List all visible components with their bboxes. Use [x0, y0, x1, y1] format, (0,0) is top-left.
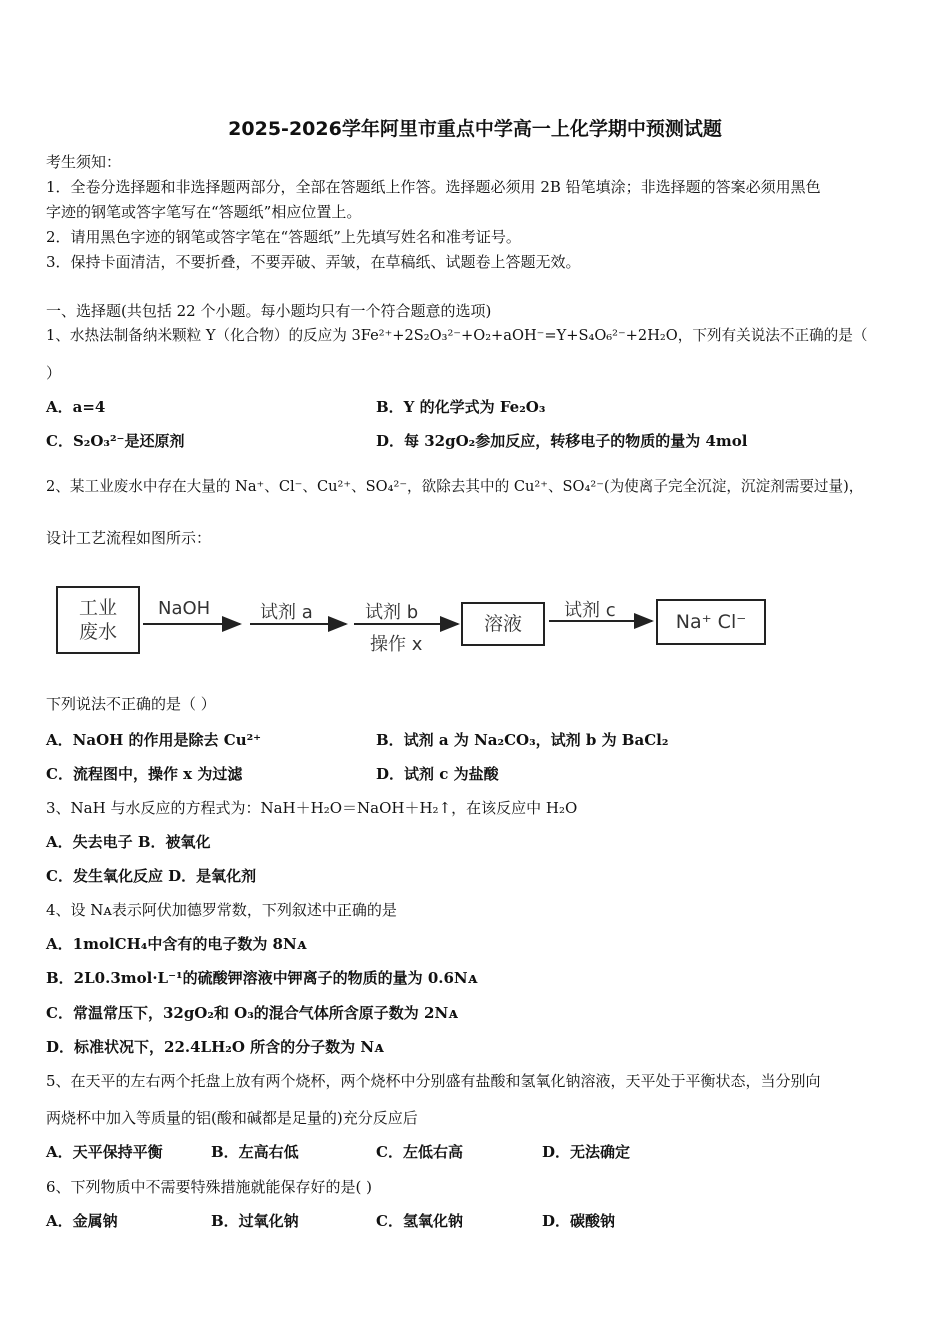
q1-stem: 1、水热法制备纳米颗粒 Y（化合物）的反应为 3Fe²⁺+2S₂O₃²⁻+O₂+aOH⁻=Y+S₄O₆²⁻+2H₂O，下列有关说法不正确的是（ [46, 327, 868, 344]
q1-option-d: D．每 32gO₂参加反应，转移电子的物质的量为 4mol [376, 432, 748, 450]
q3-options-ab: A．失去电子 B．被氧化 [46, 833, 211, 851]
q6-option-d: D．碳酸钠 [542, 1212, 616, 1230]
q2-option-a: A．NaOH 的作用是除去 Cu²⁺ [46, 731, 262, 749]
flow-label-reagent-a: 试剂 a [260, 602, 313, 623]
q4-option-c: C．常温常压下，32gO₂和 O₃的混合气体所含原子数为 2Nᴀ [46, 1004, 458, 1022]
q3-options-cd: C．发生氧化反应 D．是氧化剂 [46, 867, 257, 885]
flow-label-reagent-b: 试剂 b [365, 602, 419, 623]
flow-box-solution: 溶液 [461, 602, 545, 646]
flow-label-reagent-c: 试剂 c [564, 600, 616, 621]
flow-box-product: Na⁺ Cl⁻ [656, 599, 766, 645]
flow-box1-line1: 工业 [78, 597, 117, 619]
q4-option-b: B．2L0.3mol·L⁻¹的硫酸钾溶液中钾离子的物质的量为 0.6Nᴀ [46, 969, 478, 987]
flow-label-naoh: NaOH [158, 598, 211, 619]
q3-stem: 3、NaH 与水反应的方程式为：NaH＋H₂O＝NaOH＋H₂↑，在该反应中 H₂O [46, 799, 578, 817]
q5-option-c: C．左低右高 [376, 1143, 463, 1161]
q4-stem: 4、设 Nᴀ表示阿伏加德罗常数，下列叙述中正确的是 [46, 901, 397, 919]
flow-box1-line2: 废水 [78, 621, 117, 643]
q6-option-c: C．氢氧化钠 [376, 1212, 463, 1230]
q2-option-d: D．试剂 c 为盐酸 [376, 765, 499, 783]
notice-heading: 考生须知： [46, 153, 122, 171]
q2-stem: 2、某工业废水中存在大量的 Na⁺、Cl⁻、Cu²⁺、SO₄²⁻，欲除去其中的 Cu²⁺、SO₄²⁻(为使离子完全沉淀，沉淀剂需要过量)， [46, 478, 864, 495]
q2-option-c: C．流程图中，操作 x 为过滤 [46, 765, 243, 783]
section-heading: 一、选择题(共包括 22 个小题。每小题均只有一个符合题意的选项) [46, 302, 492, 320]
q2-option-b: B．试剂 a 为 Na₂CO₃，试剂 b 为 BaCl₂ [376, 731, 669, 749]
q2-ask: 下列说法不正确的是（ ） [46, 695, 216, 713]
q2-stem-2: 设计工艺流程如图所示： [46, 529, 212, 547]
q1-stem-end: ） [46, 364, 62, 382]
notice-line-1b: 字迹的钢笔或答字笔写在“答题纸”相应位置上。 [46, 203, 362, 221]
q6-option-a: A．金属钠 [46, 1212, 118, 1230]
notice-line-2: 2．请用黑色字迹的钢笔或答字笔在“答题纸”上先填写姓名和准考证号。 [46, 228, 521, 246]
q1-option-b: B．Y 的化学式为 Fe₂O₃ [376, 398, 546, 416]
q1-option-a: A．a=4 [46, 398, 106, 416]
flow-label-operation-x: 操作 x [370, 634, 423, 655]
q5-option-b: B．左高右低 [211, 1143, 299, 1161]
notice-line-1a: 1．全卷分选择题和非选择题两部分，全部在答题纸上作答。选择题必须用 2B 铅笔填涂；非选择题的答案必须用黑色 [46, 178, 821, 196]
q6-option-b: B．过氧化钠 [211, 1212, 299, 1230]
q5-option-a: A．天平保持平衡 [46, 1143, 163, 1161]
q5-option-d: D．无法确定 [542, 1143, 631, 1161]
q4-option-a: A．1molCH₄中含有的电子数为 8Nᴀ [46, 935, 307, 953]
page-title: 2025-2026学年阿里市重点中学高一上化学期中预测试题 [228, 118, 722, 140]
q5-stem-1: 5、在天平的左右两个托盘上放有两个烧杯，两个烧杯中分别盛有盐酸和氢氧化钠溶液，天平处于平衡状态，当分别向 [46, 1072, 821, 1090]
q5-stem-2: 两烧杯中加入等质量的铝(酸和碱都是足量的)充分反应后 [46, 1109, 418, 1127]
q4-option-d: D．标准状况下，22.4LH₂O 所含的分子数为 Nᴀ [46, 1038, 384, 1056]
q6-stem: 6、下列物质中不需要特殊措施就能保存好的是( ) [46, 1178, 373, 1196]
notice-line-3: 3．保持卡面清洁，不要折叠，不要弄破、弄皱，在草稿纸、试题卷上答题无效。 [46, 253, 581, 271]
q1-option-c: C．S₂O₃²⁻是还原剂 [46, 432, 185, 450]
